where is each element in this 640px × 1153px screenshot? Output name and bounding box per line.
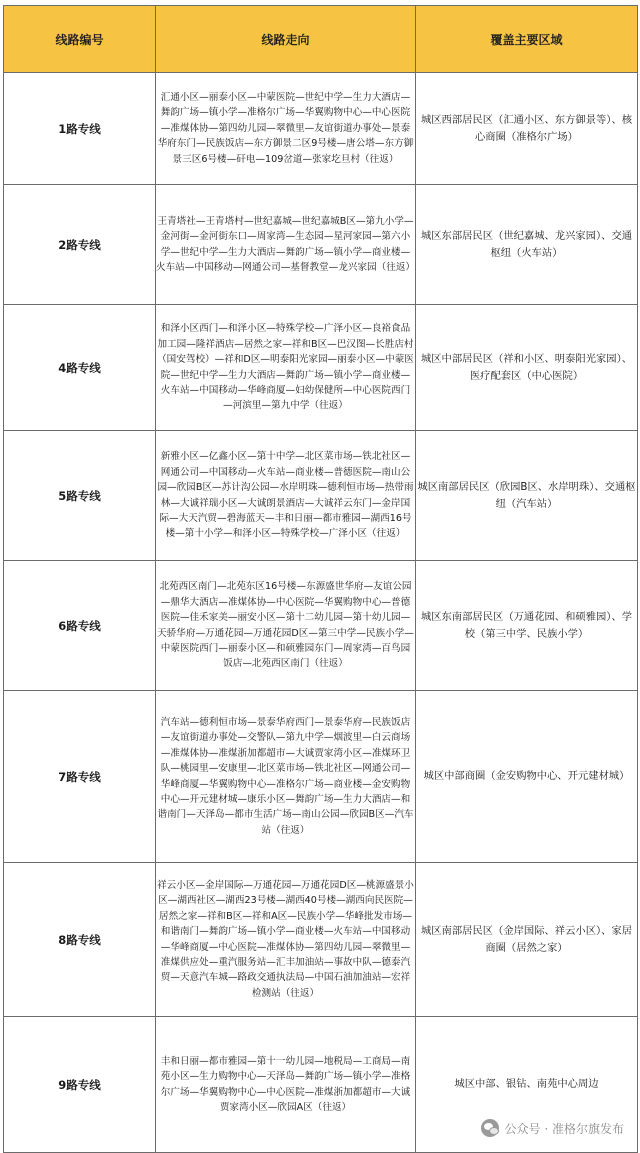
route-path: 汽车站—德利恒市场—景泰华府西门—景泰华府—民族饭店—友谊街道办事处—交警队—第九中学—烟波里—白云商场—准煤体协—准煤浙加都超市—大诚贾家湾小区—准煤环卫队—桃园里—安康里—北区菜市场—铁北社区—网通公司—华峰商厦—华翼购物中心—准格尔广场—商业楼—金安购物中心—开元建材城—康乐小区—舞韵广场—生力大酒店—和谐南门—天泽岛—都市生活广场—南山公园—欣园B区—汽车站（往返）: [156, 691, 416, 863]
route-path: 王青塔社—王青塔村—世纪嘉城—世纪嘉城B区—第九小学—金河街—金河街东口—周家湾—生态园—星河家园—第六小学—世纪中学—生力大酒店—舞韵广场—镇小学—商业楼—火车站—中国移动—网通公司—基督教堂—龙兴家园（往返）: [156, 185, 416, 305]
table-row: [4, 431, 638, 561]
route-number: 1路专线: [4, 73, 156, 185]
table-row: [4, 561, 638, 691]
route-number: 4路专线: [4, 305, 156, 431]
coverage-area: 城区南部居民区（金岸国际、祥云小区）、家居商圈（居然之家）: [416, 863, 638, 1017]
route-path: 新雅小区—亿鑫小区—第十中学—北区菜市场—铁北社区—网通公司—中国移动—火车站—商业楼—普德医院—南山公园—欣园B区—苏计沟公园—水岸明珠—德利恒市场—热带雨林—大诚祥瑞小区—大诚朗景酒店—大诚祥云东门—金岸国际—大天汽贸—碧海蓝天—丰和日丽—都市雅园—湖西16号楼—第十小学—和泽小区—特殊学校—广泽小区（往返）: [156, 431, 416, 561]
bus-route-table: [3, 5, 638, 1153]
header-route-number: 线路编号: [4, 6, 156, 73]
route-path: 丰和日丽—都市雅园—第十一幼儿园—地税局—工商局—南苑小区—生力购物中心—天泽岛—舞韵广场—镇小学—准格尔广场—华翼购物中心—中心医院—准煤浙加都超市—大诚贾家湾小区—欣园A区（往返）: [156, 1017, 416, 1153]
coverage-area: 城区中部居民区（祥和小区、明泰阳光家园）、医疗配套区（中心医院）: [416, 305, 638, 431]
table-row: [4, 691, 638, 863]
coverage-area: 城区南部居民区（欣园B区、水岸明珠）、交通枢纽（汽车站）: [416, 431, 638, 561]
route-number: 2路专线: [4, 185, 156, 305]
header-route-path: 线路走向: [156, 6, 416, 73]
table-row: [4, 185, 638, 305]
route-path: 北苑西区南门—北苑东区16号楼—东源盛世华府—友谊公园—鼎华大酒店—准煤体协—中心医院—华翼购物中心—普德医院—佳禾家美—丽安小区—第十二幼儿园—第十幼儿园—天骄华府—万通花园—万通花园D区—第三中学—民族小学—中蒙医院西门—丽泰小区—和硕雅园东门—周家湾—百鸟园饭店—北苑西区南门（往返）: [156, 561, 416, 691]
route-path: 祥云小区—金岸国际—万通花园—万通花园D区—桃源盛景小区—湖西社区—湖西23号楼—湖西40号楼—湖西向民医院—居然之家—祥和B区—祥和A区—民族小学—华峰批发市场—和谐南门—舞韵广场—镇小学—商业楼—火车站—中国移动—华峰商厦—中心医院—准煤体协—第四幼儿园—翠微里—准煤供应处—重汽服务站—汇丰加油站—事故中队—德泰汽贸—天意汽车城—路政交通执法局—中国石油加油站—宏祥检测站（往返）: [156, 863, 416, 1017]
header-coverage-area: 覆盖主要区域: [416, 6, 638, 73]
coverage-area: 城区东部居民区（世纪嘉城、龙兴家园）、交通枢纽（火车站）: [416, 185, 638, 305]
route-path: 和泽小区西门—和泽小区—特殊学校—广泽小区—良裕食品加工园—隆祥酒店—居然之家—祥和B区—巴汉图—长胜店村（国安驾校）—祥和D区—明泰阳光家园—丽泰小区—中蒙医院—世纪中学—生力大酒店—舞韵广场—镇小学—商业楼—火车站—中国移动—华峰商厦—妇幼保健所—中心医院西门—河滨里—第九中学（往返）: [156, 305, 416, 431]
coverage-area: 城区中部、银钻、南苑中心周边: [416, 1017, 638, 1153]
route-path: 汇通小区—丽泰小区—中蒙医院—世纪中学—生力大酒店—舞韵广场—镇小学—准格尔广场—华翼购物中心—中心医院—准煤体协—第四幼儿园—翠微里—友谊街道办事处—景泰华府东门—民族饭店—东方御景二区9号楼—唐公塔—东方御景三区6号楼—矸电—109岔道—张家圪旦村（往返）: [156, 73, 416, 185]
route-number: 7路专线: [4, 691, 156, 863]
route-number: 6路专线: [4, 561, 156, 691]
table-row: [4, 305, 638, 431]
header-row: [4, 6, 638, 73]
watermark: [477, 1117, 628, 1139]
coverage-area: 城区中部商圈（金安购物中心、开元建材城）: [416, 691, 638, 863]
watermark-text: 公众号 · 准格尔旗发布: [504, 1121, 624, 1136]
table-row: [4, 73, 638, 185]
table-row: [4, 863, 638, 1017]
coverage-area: 城区东南部居民区（万通花园、和硕雅园）、学校（第三中学、民族小学）: [416, 561, 638, 691]
route-number: 9路专线: [4, 1017, 156, 1153]
wechat-icon: [481, 1119, 499, 1137]
route-number: 8路专线: [4, 863, 156, 1017]
route-number: 5路专线: [4, 431, 156, 561]
coverage-area: 城区西部居民区（汇通小区、东方御景等）、核心商圈（准格尔广场）: [416, 73, 638, 185]
